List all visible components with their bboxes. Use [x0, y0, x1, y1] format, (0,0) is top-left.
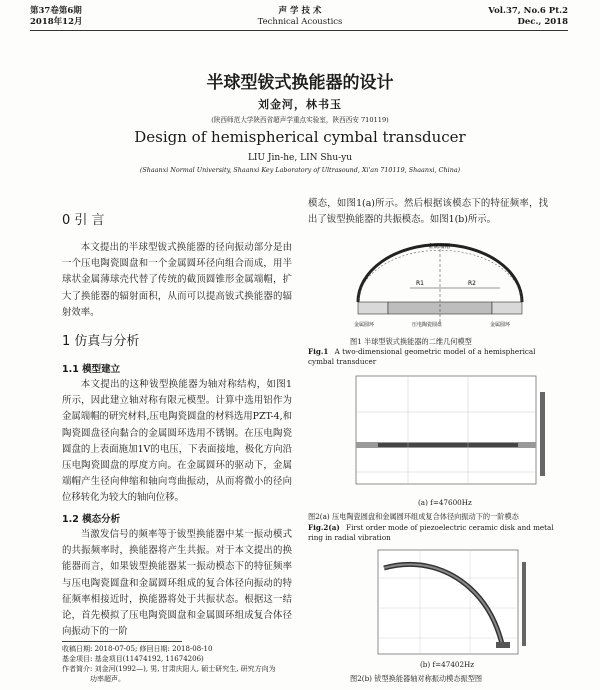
figure-2b-caption-cn: 图2(b) 钹型换能器轴对称振动模态振型图 [350, 674, 483, 683]
plot-frame [356, 376, 536, 484]
figure-1-caption-en [308, 347, 558, 367]
label-ring-left: 金属圆环 [354, 322, 375, 328]
ring-segment [496, 642, 510, 648]
figure-1-geometry [350, 240, 530, 330]
modal-text-cont: 模态，如图1(a)所示。然后根据该模态下的特征频率，找出了钹型换能器的共振模态。如图1(b)所示。 [308, 198, 548, 226]
label-piezo: 压电陶瓷圆盘 [412, 322, 443, 328]
header-right [488, 6, 568, 28]
date-en: Dec., 2018 [517, 17, 568, 27]
metal-ring-left [358, 302, 388, 314]
figure-1-caption-label: Fig.1 [308, 347, 329, 356]
figure-2a-caption-text: First order mode of piezoelectric ceramic disk and metal ring in radial vibration [308, 523, 554, 542]
affiliation-cn: (陕西师范大学陕西省超声学重点实验室，陕西西安 710119) [211, 116, 389, 124]
metal-ring-right [492, 302, 522, 314]
journal-name-cn: 声 学 技 术 [278, 6, 322, 16]
figure-2a-caption-en [308, 523, 558, 543]
authors-en: LIU Jin-he, LIN Shu-yu [247, 153, 353, 163]
model-text: 本文提出的这种钹型换能器为轴对称结构，如图1所示，因此建立轴对称有限元模型。计算中选用铝作为金属端帽的研究材料,压电陶瓷圆盘的材料选用PZT-4,和陶瓷圆盘径向黏合的金属圆环选用不锈钢。在压电陶瓷圆盘的上表面施加1V的电压，下表面接地，极化方向沿压电陶瓷圆盘的厚度方向。在金属圆环的驱动下，金属端帽产生径向伸缩和轴向弯曲振动，从而将微小的径向位移转化为较大的轴向位移。 [62, 379, 292, 504]
figure-2b-subcaption: (b) f=47402Hz [420, 660, 475, 669]
label-r2: R2 [468, 280, 476, 287]
figure-2a-caption-cn: 图2(a) 压电陶瓷圆盘和金属圆环组成复合体径向振动下的一阶模态 [308, 512, 519, 521]
header-left [30, 6, 83, 28]
piezo-disk [388, 302, 492, 314]
label-cap: 金属端帽 [428, 244, 451, 250]
section-0-heading: 0 引 言 [62, 213, 105, 228]
label-ring-right: 金属圆环 [490, 322, 511, 328]
figure-2a-subcaption: (a) f=47600Hz [418, 498, 472, 507]
hemispherical-cap [358, 245, 522, 302]
section-0-paragraph [62, 240, 292, 321]
subsection-1-1-heading: 1.1 模型建立 [62, 364, 121, 375]
title-cn: 半球型钹式换能器的设计 [206, 73, 394, 93]
figure-2a-plot [348, 372, 548, 496]
footnote-fund: 基金项目: 基金项目(11474192, 11674206) [62, 655, 204, 663]
figure-1-caption-cn: 图1 半球型钹式换能器的二维几何模型 [350, 337, 472, 346]
figure-2a-caption-label: Fig.2(a) [308, 523, 340, 532]
header-rule [30, 30, 568, 31]
footnote-author-cont: 功率超声。 [90, 675, 125, 683]
colorbar-b [522, 562, 526, 646]
header-center [200, 6, 400, 28]
label-r1: R1 [416, 280, 424, 287]
section-1-heading: 1 仿真与分析 [62, 334, 140, 349]
modal-text: 当激发信号的频率等于钹型换能器中某一振动模式的共振频率时，换能器将产生共振。对于本文提出的换能器而言，如果钹型换能器某一振动模态下的特征频率与压电陶瓷圆盘和金属圆环组成的复合体径向振动的特征频率相接近时，换能器将处于共振状态。根据这一结论，首先模拟了压电陶瓷圆盘和金属圆环组成复合体径向振动下的一阶 [62, 529, 292, 638]
subsection-1-2-heading: 1.2 模态分析 [62, 514, 121, 525]
subsection-1-1-paragraph [62, 377, 292, 507]
title-en: Design of hemispherical cymbal transducer [134, 128, 466, 146]
volume-issue: 第37卷第6期 [30, 6, 82, 16]
figure-1-caption-text: A two-dimensional geometric model of a hemispherical cymbal transducer [308, 347, 536, 366]
mode-shape-core [378, 443, 518, 447]
footnote-received: 收稿日期: 2018-07-05; 修回日期: 2018-08-10 [62, 645, 213, 653]
volume-en: Vol.37, No.6 Pt.2 [488, 6, 568, 16]
footnote [62, 644, 292, 684]
affiliation-en: (Shaanxi Normal University, Shaanxi Key Laboratory of Ultrasound, Xi'an 710119, Shaanxi, China) [139, 166, 461, 174]
figure-2b-plot [370, 548, 530, 658]
footnote-author: 作者简介: 刘金河(1992—), 男, 甘肃庆阳人, 硕士研究生, 研究方向为 [62, 665, 276, 673]
authors-cn: 刘金河，林书玉 [258, 98, 342, 111]
subsection-1-2-paragraph [62, 527, 292, 640]
issue-date: 2018年12月 [30, 17, 83, 27]
colorbar [540, 392, 545, 476]
footnote-rule [62, 641, 182, 642]
right-top-paragraph [308, 196, 548, 228]
journal-name-en: Technical Acoustics [257, 17, 343, 27]
intro-text: 本文提出的半球型钹式换能器的径向振动部分是由一个压电陶瓷圆盘和一个金属圆环径向组合而成，用半球状金属薄球壳代替了传统的截顶圆锥形金属端帽，扩大了换能器的辐射面积，从而可以提高钹式换能器的辐射效率。 [62, 242, 292, 318]
